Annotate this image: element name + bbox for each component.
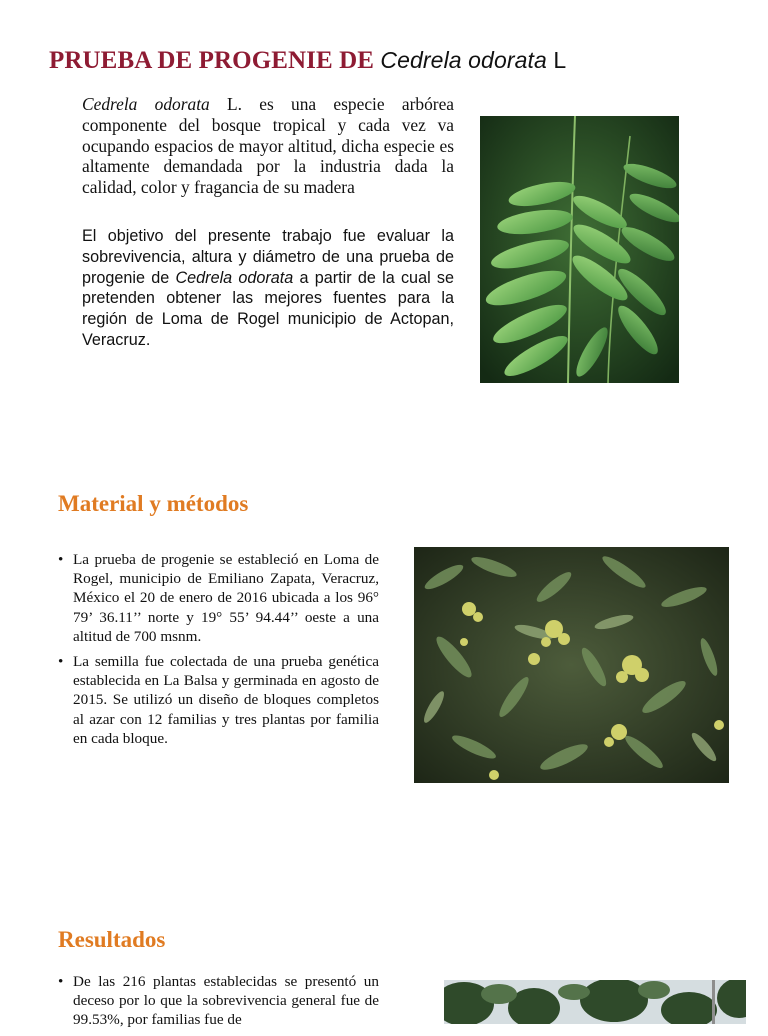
trees-photo (444, 980, 746, 1024)
title-prefix: PRUEBA DE PROGENIE DE (49, 47, 381, 74)
cedrela-leaves-photo (480, 116, 679, 383)
list-item (58, 652, 379, 748)
bullet-text: La prueba de progenie se estableció en Loma de Rogel, municipio de Emiliano Zapata, Veracruz, México el 20 de enero de 2016 ubicada a los 96° 79’ 36.11’’ norte y 19° 55’ 94.44’’ oeste a una altitud de 700 msnm. (73, 551, 379, 645)
intro-paragraph-1 (82, 94, 454, 198)
materials-bullet-list (58, 550, 379, 754)
title-suffix: L (546, 47, 567, 73)
intro-text-2b: a partir de la cual se pretenden obtener las mejores fuentes para la región de Loma de Rogel municipio de Actopan, Veracruz. (82, 268, 454, 349)
title-species-group (380, 47, 566, 73)
cedrela-flowers-photo (414, 547, 729, 783)
intro-species-name: Cedrela odorata (82, 94, 210, 114)
intro-text-1: L. es una especie arbórea componente del bosque tropical y cada vez va ocupando espacios de mayor altitud, dicha especie es altamente demandada por la industria dada la calidad, color y fragancia de su madera (82, 94, 455, 198)
bullet-text: De las 216 plantas establecidas se presentó un deceso por lo que la sobrevivencia general fue de 99.53%, por familias fue de (73, 973, 379, 1029)
list-item (58, 972, 379, 1030)
title-species: Cedrela odorata (380, 47, 547, 73)
bullet-marker: • (58, 653, 64, 671)
materials-heading: Material y métodos (58, 491, 249, 516)
bullet-text: La semilla fue colectada de una prueba genética establecida en La Balsa y germinada en agosto de 2015. Se utilizó un diseño de bloques completos al azar con 12 familias y tres plantas por familia en cada bloque. (73, 653, 379, 747)
results-bullet-list (58, 972, 379, 1036)
intro-text-2a: El objetivo del presente trabajo fue evaluar la sobrevivencia, altura y diámetro de una prueba de progenie de (82, 227, 454, 287)
list-item (58, 550, 379, 646)
results-heading: Resultados (58, 927, 166, 952)
intro-species-name-2: Cedrela odorata (175, 268, 294, 287)
intro-paragraph-2 (82, 226, 454, 351)
bullet-marker: • (58, 551, 64, 568)
bullet-marker: • (58, 973, 64, 990)
page-title (49, 47, 566, 75)
